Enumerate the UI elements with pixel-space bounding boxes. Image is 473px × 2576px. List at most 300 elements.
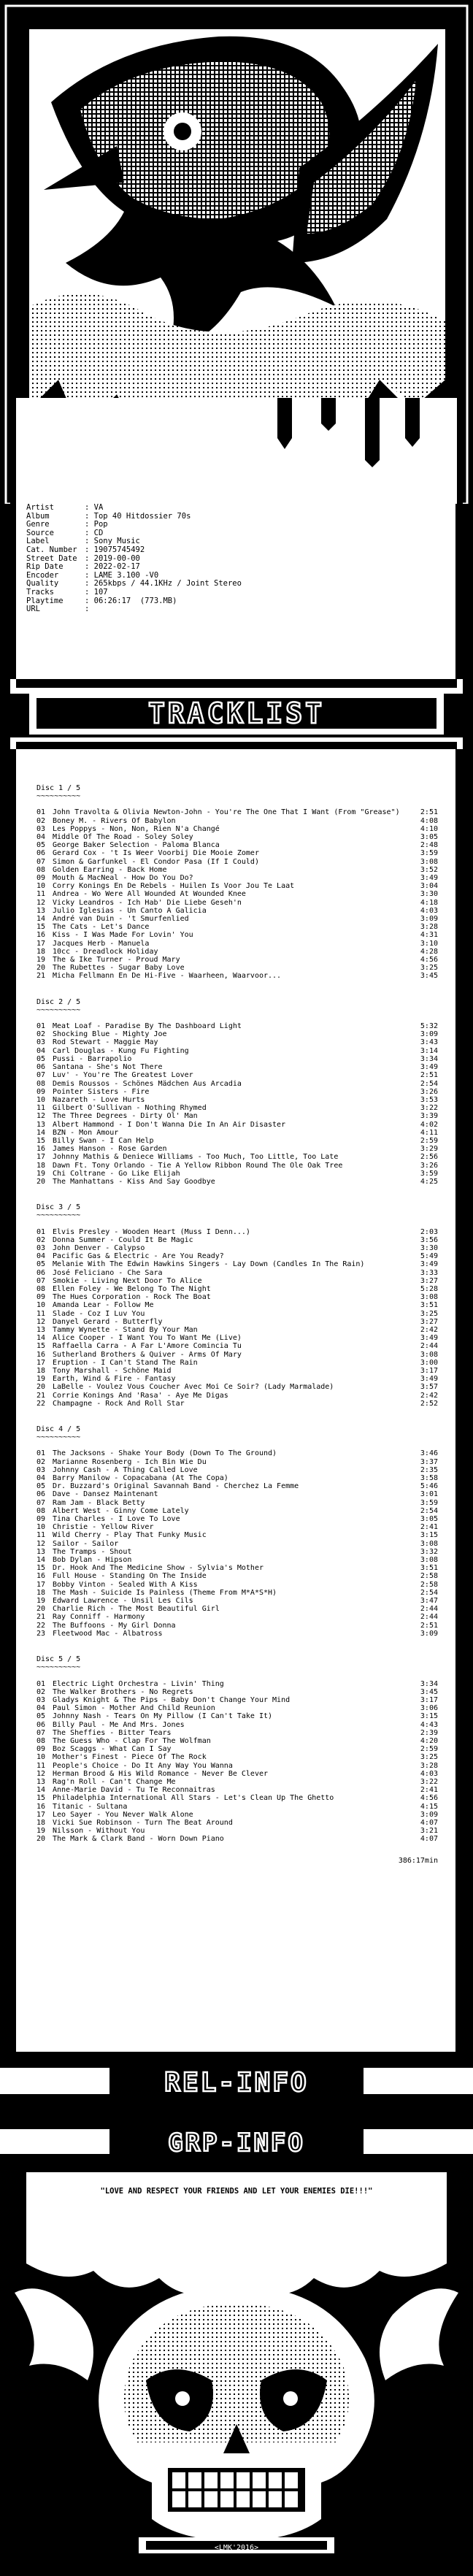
track-row: [36, 1729, 438, 1737]
track-number: 01: [36, 1679, 46, 1688]
track-row: [36, 1762, 438, 1770]
track-title: Nazareth - Love Hurts: [53, 1095, 145, 1104]
track-duration: 3:05: [420, 833, 438, 842]
track-row: [36, 874, 438, 882]
track-duration: 3:28: [420, 1761, 438, 1770]
track-row: [36, 1737, 438, 1745]
track-title: Demis Roussos - Schönes Mädchen Aus Arcadia: [53, 1079, 242, 1088]
track-row: [36, 1556, 438, 1564]
track-number: 14: [36, 1128, 46, 1137]
track-number: 10: [36, 882, 46, 891]
track-title: Christie - Yellow River: [53, 1523, 154, 1532]
track-title: The Tramps - Shout: [53, 1547, 132, 1556]
track-row: [36, 858, 438, 866]
info-key: Rip Date: [26, 562, 64, 572]
track-row: [36, 1383, 438, 1391]
track-number: 14: [36, 1786, 46, 1795]
track-title: Sutherland Brothers & Quiver - Arms Of Mary: [53, 1350, 242, 1359]
track-duration: 2:59: [420, 1745, 438, 1754]
track-duration: 2:39: [420, 1728, 438, 1737]
track-duration: 3:00: [420, 1358, 438, 1367]
track-row: [36, 866, 438, 874]
info-row: [26, 605, 435, 614]
track-duration: 3:49: [420, 1260, 438, 1269]
track-title: Corry Konings En De Rebels - Huilen Is Voor Jou Te Laat: [53, 882, 295, 891]
track-title: Mouth & MacNeal - How Do You Do?: [53, 874, 193, 883]
track-row: [36, 1696, 438, 1704]
track-row: [36, 899, 438, 907]
track-title: Corrie Konings And 'Rasa' - Aye Me Digas: [53, 1391, 228, 1400]
track-row: [36, 1770, 438, 1778]
track-duration: 3:56: [420, 1235, 438, 1244]
track-duration: 3:01: [420, 1490, 438, 1499]
info-row: [26, 589, 435, 597]
track-title: George Baker Selection - Paloma Blanca: [53, 841, 220, 850]
track-title: Gladys Knight & The Pips - Baby Don't Change Your Mind: [53, 1695, 291, 1704]
track-row: [36, 1351, 438, 1359]
track-row: [36, 1104, 438, 1112]
track-row: [36, 1589, 438, 1597]
track-row: [36, 1490, 438, 1498]
track-duration: 3:49: [420, 1334, 438, 1343]
track-title: Mother's Finest - Piece Of The Rock: [53, 1753, 207, 1762]
track-duration: 4:25: [420, 1177, 438, 1186]
track-title: Elvis Presley - Wooden Heart (Muss I Denn...): [53, 1227, 250, 1236]
track-duration: 3:08: [420, 857, 438, 866]
track-row: [36, 1688, 438, 1696]
track-title: Golden Earring - Back Home: [53, 865, 167, 874]
tracklist-banner: [0, 679, 473, 749]
track-duration: 2:51: [420, 1071, 438, 1080]
track-title: Pointer Sisters - Fire: [53, 1087, 150, 1096]
track-row: [36, 1778, 438, 1786]
track-duration: 3:45: [420, 972, 438, 981]
track-title: Boney M. - Rivers Of Babylon: [53, 816, 176, 825]
track-duration: 3:43: [420, 1038, 438, 1047]
track-duration: 4:20: [420, 1736, 438, 1745]
track-row: [36, 1252, 438, 1260]
track-title: Albert West - Ginny Come Lately: [53, 1506, 189, 1515]
track-row: [36, 1137, 438, 1145]
track-duration: 3:10: [420, 939, 438, 948]
track-title: Fleetwood Mac - Albatross: [53, 1629, 163, 1638]
track-row: [36, 1786, 438, 1794]
track-number: 15: [36, 923, 46, 932]
track-number: 17: [36, 1358, 46, 1367]
track-duration: 3:27: [420, 1317, 438, 1326]
track-title: Electric Light Orchestra - Livin' Thing: [53, 1679, 224, 1688]
track-duration: 3:49: [420, 1375, 438, 1384]
track-title: Ray Conniff - Harmony: [53, 1613, 145, 1622]
track-duration: 3:34: [420, 1054, 438, 1063]
track-row: [36, 1063, 438, 1071]
track-row: [36, 1310, 438, 1318]
disc-rule: ~~~~~~~~~~: [36, 792, 81, 801]
track-title: James Hanson - Rose Garden: [53, 1145, 167, 1154]
track-row: [36, 907, 438, 915]
track-title: Anne-Marie David - Tu Te Reconnaitras: [53, 1786, 215, 1795]
track-title: The Mash - Suicide Is Painless (Theme From M*A*S*H): [53, 1588, 277, 1597]
track-number: 11: [36, 1531, 46, 1540]
track-row: [36, 1096, 438, 1104]
track-row: [36, 890, 438, 898]
track-number: 20: [36, 1383, 46, 1392]
track-title: Wild Cherry - Play That Funky Music: [53, 1531, 207, 1540]
skull-ascii-art: [0, 2234, 473, 2576]
track-duration: 2:35: [420, 1465, 438, 1474]
track-number: 06: [36, 1063, 46, 1072]
track-row: [36, 1301, 438, 1309]
track-number: 07: [36, 857, 46, 866]
track-number: 17: [36, 1580, 46, 1589]
track-row: [36, 1531, 438, 1539]
track-number: 13: [36, 906, 46, 915]
track-duration: 2:41: [420, 1523, 438, 1532]
track-title: The Sheffies - Bitter Tears: [53, 1728, 172, 1737]
track-number: 12: [36, 1317, 46, 1326]
track-title: Luv' - You're The Greatest Lover: [53, 1071, 193, 1080]
track-number: 09: [36, 1745, 46, 1754]
info-value: : Pop: [85, 520, 108, 529]
track-row: [36, 1572, 438, 1580]
track-duration: 3:57: [420, 1383, 438, 1392]
track-duration: 3:52: [420, 865, 438, 874]
disc-rule: ~~~~~~~~~~: [36, 1005, 81, 1014]
info-value: : 2019-00-00: [85, 553, 140, 563]
track-row: [36, 1170, 438, 1178]
track-title: John Denver - Calypso: [53, 1243, 145, 1252]
track-number: 17: [36, 1810, 46, 1819]
track-row: [36, 849, 438, 857]
track-title: Eruption - I Can't Stand The Rain: [53, 1358, 198, 1367]
info-value: : 265kbps / 44.1KHz / Joint Stereo: [85, 579, 242, 589]
track-number: 07: [36, 1728, 46, 1737]
track-duration: 3:39: [420, 1112, 438, 1121]
track-row: [36, 1326, 438, 1334]
track-row: [36, 1236, 438, 1244]
track-number: 17: [36, 939, 46, 948]
track-duration: 2:44: [420, 1613, 438, 1622]
header-ascii-art: [0, 0, 473, 504]
track-duration: 2:56: [420, 1153, 438, 1162]
track-title: Barry Manilow - Copacabana (At The Copa): [53, 1474, 228, 1483]
track-duration: 5:46: [420, 1482, 438, 1491]
track-title: 10cc - Dreadlock Holiday: [53, 947, 158, 956]
track-row: [36, 1342, 438, 1350]
info-key: Album: [26, 511, 50, 521]
track-number: 11: [36, 1309, 46, 1318]
track-title: LaBelle - Voulez Vous Coucher Avec Moi Ce Soir? (Lady Marmalade): [53, 1383, 334, 1392]
track-title: The Hues Corporation - Rock The Boat: [53, 1293, 211, 1302]
track-duration: 2:58: [420, 1572, 438, 1581]
track-title: BZN - Mon Amour: [53, 1128, 119, 1137]
track-number: 21: [36, 972, 46, 981]
track-number: 02: [36, 1457, 46, 1466]
track-title: Pussi - Barrapolio: [53, 1054, 132, 1063]
track-row: [36, 1244, 438, 1252]
track-number: 09: [36, 874, 46, 883]
track-duration: 3:22: [420, 1777, 438, 1786]
track-row: [36, 1367, 438, 1375]
info-key: URL: [26, 605, 40, 614]
track-title: The Mark & Clark Band - Worn Down Piano: [53, 1835, 224, 1844]
track-row: [36, 1540, 438, 1548]
track-row: [36, 1145, 438, 1153]
track-row: [36, 1055, 438, 1063]
disc-title: Disc 3 / 5: [36, 1203, 81, 1212]
track-number: 05: [36, 1712, 46, 1721]
track-duration: 3:08: [420, 1539, 438, 1548]
track-number: 09: [36, 1087, 46, 1096]
track-number: 05: [36, 1260, 46, 1269]
track-duration: 5:28: [420, 1284, 438, 1293]
track-title: John Travolta & Olivia Newton-John - You're The One That I Want (From "Grease"): [53, 808, 400, 817]
track-duration: 4:03: [420, 1769, 438, 1778]
track-number: 14: [36, 1334, 46, 1343]
track-number: 15: [36, 1794, 46, 1803]
track-title: Full House - Standing On The Inside: [53, 1572, 207, 1581]
track-row: [36, 1597, 438, 1605]
track-duration: 3:37: [420, 1457, 438, 1466]
rel-info-heading: REL-INFO: [164, 2068, 309, 2098]
track-title: The & Ike Turner - Proud Mary: [53, 956, 180, 965]
track-title: Gilbert O'Sullivan - Nothing Rhymed: [53, 1104, 207, 1113]
track-duration: 3:32: [420, 1547, 438, 1556]
disc-rule: ~~~~~~~~~~: [36, 1433, 81, 1442]
track-duration: 3:09: [420, 1810, 438, 1819]
track-duration: 3:05: [420, 1515, 438, 1524]
track-row: [36, 1458, 438, 1466]
track-number: 03: [36, 1695, 46, 1704]
track-row: [36, 1285, 438, 1293]
track-number: 14: [36, 915, 46, 924]
disc-title: Disc 1 / 5: [36, 784, 81, 792]
track-number: 22: [36, 1621, 46, 1630]
track-row: [36, 1827, 438, 1835]
track-duration: 4:15: [420, 1802, 438, 1811]
track-title: Bobby Vinton - Sealed With A Kiss: [53, 1580, 198, 1589]
track-title: Amanda Lear - Follow Me: [53, 1301, 154, 1310]
track-title: Marianne Rosenberg - Ich Bin Wie Du: [53, 1457, 207, 1466]
track-row: [36, 956, 438, 964]
track-title: Edward Lawrence - Unsil Les Cils: [53, 1597, 193, 1606]
track-duration: 3:15: [420, 1531, 438, 1540]
track-row: [36, 1548, 438, 1556]
track-row: [36, 1293, 438, 1301]
track-row: [36, 1269, 438, 1277]
track-title: Chi Coltrane - Go Like Elijah: [53, 1169, 180, 1178]
track-duration: 4:02: [420, 1120, 438, 1129]
track-duration: 2:54: [420, 1506, 438, 1515]
track-number: 20: [36, 1605, 46, 1614]
track-row: [36, 1359, 438, 1367]
track-duration: 3:25: [420, 1309, 438, 1318]
track-number: 10: [36, 1523, 46, 1532]
info-key: Quality: [26, 579, 59, 589]
track-row: [36, 1080, 438, 1088]
track-title: José Feliciano - Che Sara: [53, 1268, 163, 1277]
info-row: [26, 546, 435, 555]
track-row: [36, 1022, 438, 1030]
track-duration: 3:33: [420, 1268, 438, 1277]
track-row: [36, 1277, 438, 1285]
disc-section: [36, 1655, 438, 1843]
disc-title: Disc 4 / 5: [36, 1425, 81, 1434]
release-info: [26, 504, 435, 614]
rel-info-banner: [0, 2052, 473, 2110]
track-number: 12: [36, 1769, 46, 1778]
info-key: Source: [26, 528, 54, 537]
track-row: [36, 1605, 438, 1613]
tracklist: [36, 755, 438, 1865]
track-number: 12: [36, 1539, 46, 1548]
track-number: 18: [36, 1818, 46, 1827]
track-row: [36, 1228, 438, 1236]
track-row: [36, 1803, 438, 1811]
track-title: Tammy Wynette - Stand By Your Man: [53, 1325, 198, 1334]
track-number: 16: [36, 1802, 46, 1811]
track-row: [36, 1178, 438, 1186]
info-row: [26, 563, 435, 572]
track-row: [36, 1474, 438, 1482]
track-duration: 4:08: [420, 816, 438, 825]
track-number: 23: [36, 1629, 46, 1638]
track-duration: 3:30: [420, 1243, 438, 1252]
track-number: 05: [36, 1482, 46, 1491]
track-row: [36, 808, 438, 816]
track-row: [36, 833, 438, 841]
track-duration: 2:51: [420, 1621, 438, 1630]
disc-section: [36, 1425, 438, 1638]
track-number: 03: [36, 1038, 46, 1047]
info-key: Playtime: [26, 596, 64, 605]
track-duration: 4:43: [420, 1720, 438, 1729]
track-title: The Rubettes - Sugar Baby Love: [53, 964, 185, 973]
track-duration: 2:48: [420, 841, 438, 850]
track-number: 08: [36, 1506, 46, 1515]
track-duration: 4:07: [420, 1835, 438, 1844]
info-value: : Top 40 Hitdossier 70s: [85, 511, 191, 521]
track-duration: 2:51: [420, 808, 438, 817]
disc-rule: ~~~~~~~~~~: [36, 1211, 81, 1220]
track-title: Charlie Rich - The Most Beautiful Girl: [53, 1605, 220, 1614]
track-title: The Jacksons - Shake Your Body (Down To The Ground): [53, 1449, 277, 1458]
track-row: [36, 817, 438, 825]
track-row: [36, 1630, 438, 1638]
track-title: Leo Sayer - You Never Walk Alone: [53, 1810, 193, 1819]
track-title: People's Choice - Do It Any Way You Wanna: [53, 1761, 233, 1770]
track-number: 11: [36, 1761, 46, 1770]
track-number: 10: [36, 1301, 46, 1310]
track-row: [36, 1613, 438, 1621]
info-key: Tracks: [26, 587, 54, 597]
track-number: 02: [36, 1235, 46, 1244]
info-key: Genre: [26, 520, 50, 529]
track-duration: 3:08: [420, 1350, 438, 1359]
track-row: [36, 1466, 438, 1474]
track-title: Melanie With The Edwin Hawkins Singers - Lay Down (Candles In The Rain): [53, 1260, 365, 1269]
track-number: 01: [36, 1227, 46, 1236]
track-title: Meat Loaf - Paradise By The Dashboard Light: [53, 1022, 242, 1031]
track-duration: 2:54: [420, 1588, 438, 1597]
track-row: [36, 1581, 438, 1589]
info-key: Street Date: [26, 553, 77, 563]
track-number: 15: [36, 1342, 46, 1351]
info-key: Artist: [26, 503, 54, 512]
track-duration: 3:45: [420, 1687, 438, 1696]
track-duration: 3:08: [420, 1293, 438, 1302]
track-duration: 3:26: [420, 1087, 438, 1096]
track-title: The Manhattans - Kiss And Say Goodbye: [53, 1177, 215, 1186]
track-row: [36, 1835, 438, 1843]
track-number: 01: [36, 808, 46, 817]
track-number: 06: [36, 1268, 46, 1277]
track-duration: 3:04: [420, 882, 438, 891]
track-number: 18: [36, 1588, 46, 1597]
track-row: [36, 972, 438, 980]
track-number: 13: [36, 1547, 46, 1556]
track-title: Danyel Gerard - Butterfly: [53, 1317, 163, 1326]
track-duration: 3:34: [420, 1679, 438, 1688]
track-row: [36, 1392, 438, 1400]
track-number: 19: [36, 1375, 46, 1384]
track-duration: 3:26: [420, 1161, 438, 1170]
track-duration: 2:42: [420, 1391, 438, 1400]
group-quote: "LOVE AND RESPECT YOUR FRIENDS AND LET YOUR ENEMIES DIE!!!": [100, 2187, 373, 2196]
track-duration: 4:18: [420, 898, 438, 907]
track-number: 01: [36, 1022, 46, 1031]
track-title: Titanic - Sultana: [53, 1802, 128, 1811]
track-title: Herman Brood & His Wild Romance - Never Be Clever: [53, 1769, 269, 1778]
track-row: [36, 882, 438, 890]
track-title: Julio Iglesias - Un Canto A Galicia: [53, 906, 207, 915]
track-number: 13: [36, 1777, 46, 1786]
track-title: Paul Simon - Mother And Child Reunion: [53, 1704, 215, 1713]
track-duration: 3:49: [420, 874, 438, 883]
track-row: [36, 1482, 438, 1490]
track-row: [36, 1121, 438, 1129]
track-title: Rod Stewart - Maggie May: [53, 1038, 158, 1047]
tracklist-heading: TRACKLIST: [148, 697, 325, 729]
track-number: 06: [36, 1720, 46, 1729]
track-number: 14: [36, 1556, 46, 1565]
tracklist-panel: [26, 752, 447, 2026]
track-duration: 4:10: [420, 824, 438, 833]
track-title: Middle Of The Road - Soley Soley: [53, 833, 193, 842]
track-title: Boz Scaggs - What Can I Say: [53, 1745, 172, 1754]
track-duration: 5:49: [420, 1252, 438, 1261]
track-number: 10: [36, 1753, 46, 1762]
track-number: 06: [36, 849, 46, 858]
track-duration: 3:47: [420, 1597, 438, 1606]
disc-rule: ~~~~~~~~~~: [36, 1663, 81, 1672]
track-number: 08: [36, 1284, 46, 1293]
info-key: Encoder: [26, 570, 59, 580]
track-duration: 3:51: [420, 1301, 438, 1310]
track-number: 04: [36, 1474, 46, 1483]
track-row: [36, 1794, 438, 1802]
track-title: Shocking Blue - Mighty Joe: [53, 1030, 167, 1039]
track-number: 13: [36, 1325, 46, 1334]
info-key: Cat. Number: [26, 545, 77, 554]
track-duration: 3:27: [420, 1276, 438, 1285]
track-row: [36, 940, 438, 948]
info-key: Label: [26, 537, 50, 546]
track-title: The Buffoons - My Girl Donna: [53, 1621, 176, 1630]
track-number: 16: [36, 1145, 46, 1154]
track-title: Andrea - Wo Were All Wounded At Wounded Knee: [53, 890, 246, 899]
disc-title: Disc 5 / 5: [36, 1655, 81, 1664]
